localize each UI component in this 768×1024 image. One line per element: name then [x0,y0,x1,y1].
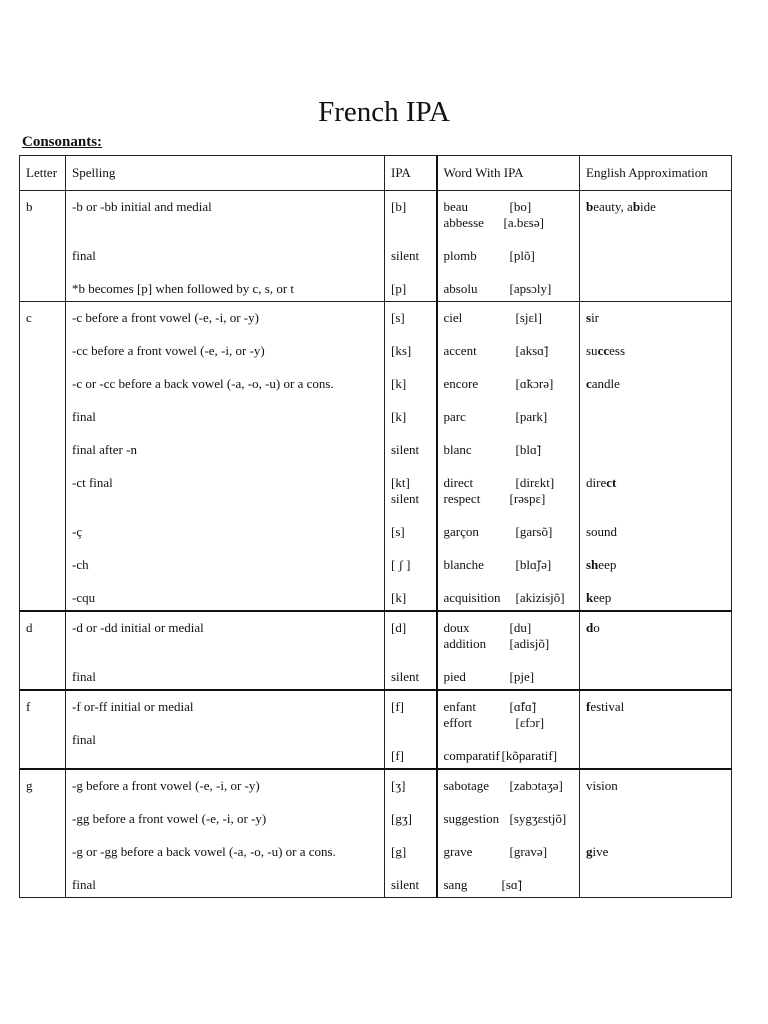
letter-cell: g [20,769,66,898]
header-spelling: Spelling [66,156,385,191]
table-row-d [20,611,732,690]
table-row-f [20,690,732,769]
header-letter: Letter [20,156,66,191]
ipa-cell: [b] silent [p] [385,191,437,302]
spelling-cell: -g before a front vowel (-e, -i, or -y) -gg before a front vowel (-e, -i, or -y) -g or -gg before a back vowel (-a, -o, -u) or a cons. final [66,769,385,898]
ipa-cell: [s] [ks] [k] [k] silent [kt] silent [s] [ ʃ ] [k] [385,302,437,612]
letter-cell: d [20,611,66,690]
english-cell: festival [580,690,732,769]
letter-cell: c [20,302,66,612]
consonants-table [19,155,732,898]
table-header-row [20,156,732,191]
letter-cell: b [20,191,66,302]
ipa-cell: [ʒ] [gʒ] [g] silent [385,769,437,898]
table-row-b [20,191,732,302]
header-word-with-ipa: Word With IPA [437,156,580,191]
header-english-approximation: English Approximation [580,156,732,191]
ipa-cell: [f] [f] [385,690,437,769]
word-cell: enfant [ɑ̃fɑ̃] effort [ɛfɔr] comparatif [kõparatif] [437,690,580,769]
word-cell: ciel [sjɛl] accent [aksɑ̃] encore [ɑ̃kɔrə] parc [park] blanc [blɑ̃] direct [dirɛkt] respect [rəspɛ] garçon [garsõ] blanche [blɑ̃ʃə] acquisition [akizisjõ] [437,302,580,612]
section-heading-consonants: Consonants: [22,134,103,150]
spelling-cell: -c before a front vowel (-e, -i, or -y) -cc before a front vowel (-e, -i, or -y) -c or -cc before a back vowel (-a, -o, -u) or a cons. final final after -n -ct final -ç -ch -cqu [66,302,385,612]
word-cell: doux [du] addition [adisjõ] pied [pje] [437,611,580,690]
ipa-cell: [d] silent [385,611,437,690]
page-title: French IPA [318,96,450,128]
spelling-cell: -d or -dd initial or medial final [66,611,385,690]
english-cell: do [580,611,732,690]
header-ipa: IPA [385,156,437,191]
table-row-c [20,302,732,612]
word-cell: sabotage [zabɔtaʒə] suggestion [sygʒɛstjõ] grave [gravə] sang [sɑ̃] [437,769,580,898]
english-cell: beauty, abide [580,191,732,302]
spelling-cell: -f or-ff initial or medial final [66,690,385,769]
english-cell: vision give [580,769,732,898]
table-row-g [20,769,732,898]
spelling-cell: -b or -bb initial and medial final *b becomes [p] when followed by c, s, or t [66,191,385,302]
english-cell: sir success candle direct sound sheep keep [580,302,732,612]
word-cell: beau [bo] abbesse [a.bɛsə] plomb [plõ] absolu [apsɔly] [437,191,580,302]
letter-cell: f [20,690,66,769]
